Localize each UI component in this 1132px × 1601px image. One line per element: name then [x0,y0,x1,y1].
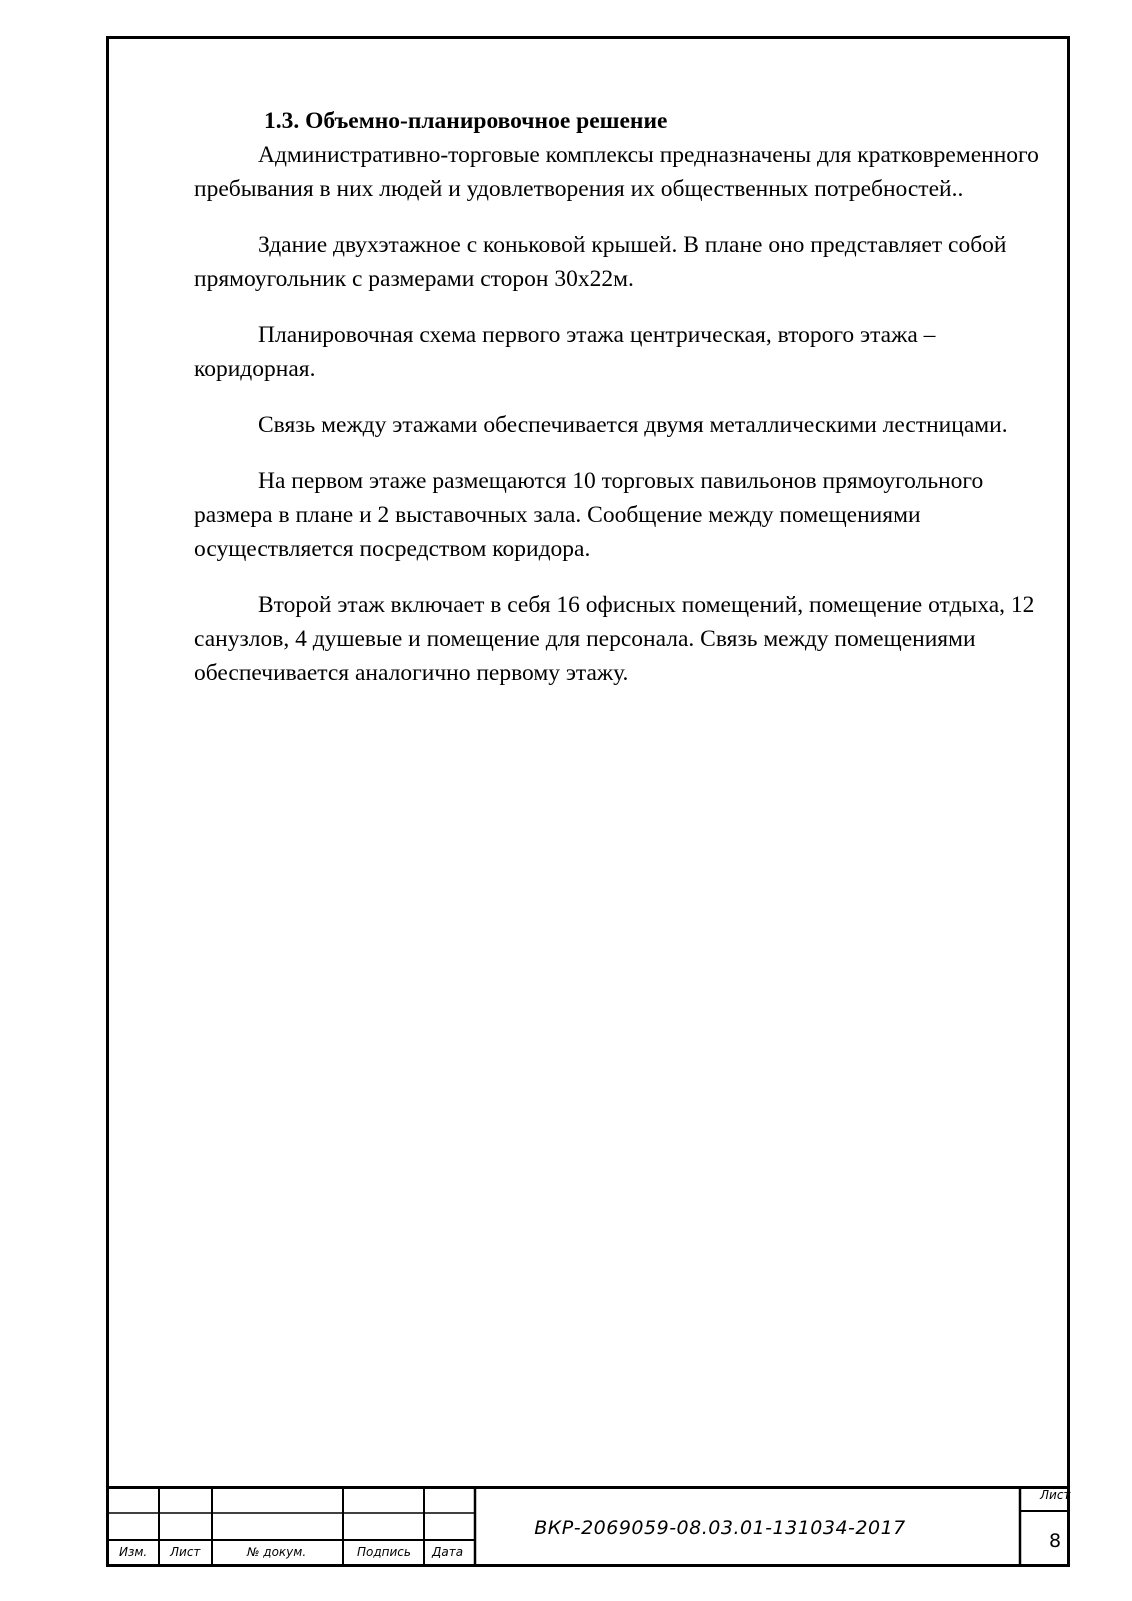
sheet-number: 8 [1048,1530,1062,1552]
section-heading: 1.3. Объемно-планировочное решение [264,108,668,134]
col-docum-label: № докум. [247,1545,307,1559]
paragraph-3: Планировочная схема первого этажа центрическая, второго этажа – коридорная. [194,322,936,382]
paragraph-5: На первом этаже размещаются 10 торговых павильонов прямоугольного размера в плане и 2 выставочных зала. Сообщение между помещениями осуществляется посредством коридора. [194,468,984,562]
paragraph-1: Административно-торговые комплексы предназначены для кратковременного пребывания в них людей и удовлетворения их общественных потребностей.. [194,142,1039,202]
paragraph-4: Связь между этажами обеспечивается двумя металлическими лестницами. [258,412,1008,438]
paragraph-2: Здание двухэтажное с коньковой крышей. В плане оно представляет собой прямоугольник с размерами сторон 30х22м. [194,232,1007,292]
col-izm-label: Изм. [119,1545,148,1559]
paragraph-6: Второй этаж включает в себя 16 офисных помещений, помещение отдыха, 12 санузлов, 4 душевые и помещение для персонала. Связь между помещениями обеспечивается аналогично первому этажу. [194,592,1035,686]
document-body [194,104,1040,712]
col-list-label: Лист [170,1545,201,1559]
document-code: ВКР-2069059-08.03.01-131034-2017 [534,1517,906,1539]
col-podpis-label: Подпись [357,1545,411,1559]
col-data-label: Дата [432,1545,464,1559]
sheet-label: Лист [1040,1488,1071,1502]
